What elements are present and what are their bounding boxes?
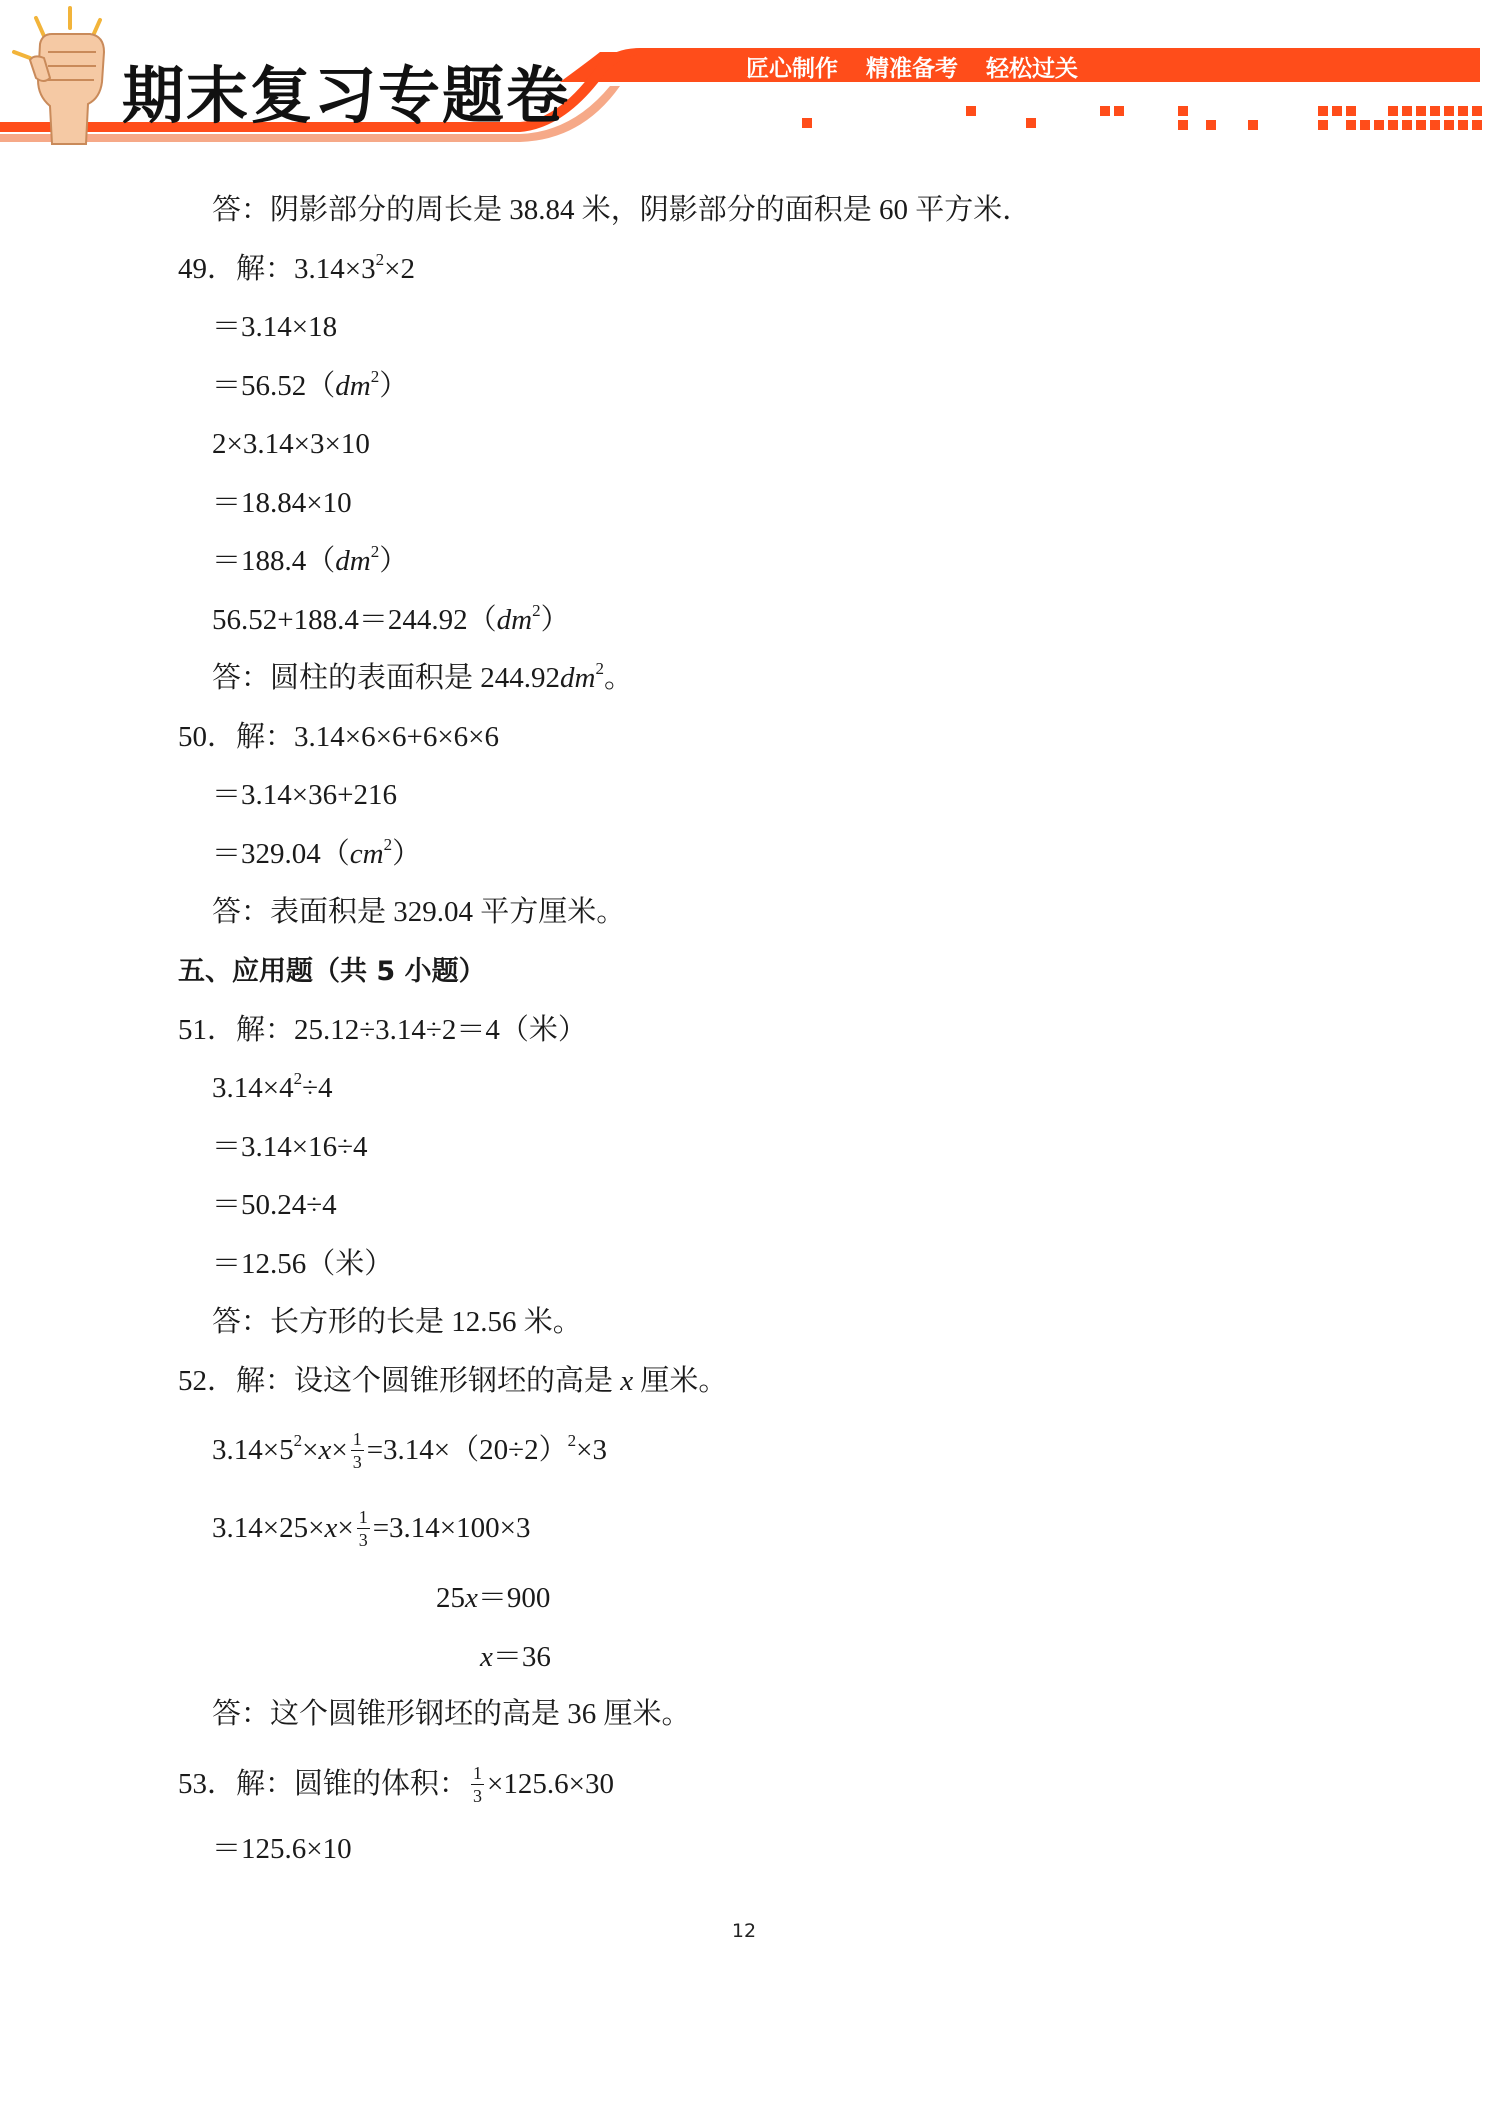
problem-52-line <box>178 1367 727 1396</box>
fraction-numerator: 1 <box>473 1763 483 1783</box>
text: × <box>302 1434 319 1467</box>
text: 52．解：设这个圆锥形钢坯的高是 <box>178 1365 621 1397</box>
text: × <box>337 1512 354 1545</box>
slogan-1: 匠心制作 <box>746 56 838 82</box>
text: ＝900 <box>477 1582 551 1614</box>
equation-line <box>212 1507 531 1551</box>
fraction-denominator: 3 <box>473 1786 483 1806</box>
text: ＝36 <box>492 1641 551 1673</box>
text: 答：阴影部分的周长是 38.84 米，阴影部分的面积是 60 平方米． <box>212 194 1032 226</box>
fraction-denominator: 3 <box>358 1530 368 1550</box>
problem-51-line <box>178 1016 587 1045</box>
calc-line <box>212 430 370 459</box>
text: =3.14×（20÷2） <box>366 1434 568 1467</box>
equation-line <box>436 1584 550 1613</box>
text: 51．解：25.12÷3.14÷2＝4（米） <box>178 1014 587 1046</box>
fraction-denominator: 3 <box>352 1452 362 1472</box>
page-header <box>0 0 1488 150</box>
unit: dm <box>496 604 533 636</box>
text: ＝3.14×18 <box>212 311 338 343</box>
fraction <box>357 1508 370 1549</box>
text: ×3 <box>576 1434 607 1467</box>
superscript: 2 <box>595 659 604 678</box>
unit: dm <box>560 662 596 694</box>
text: 56.52+188.4＝244.92（ <box>212 604 497 636</box>
text: × <box>331 1434 348 1467</box>
banner-decor-squares <box>802 106 1482 130</box>
variable: x <box>620 1365 634 1397</box>
text: ＝329.04（ <box>212 838 350 870</box>
text: ＝12.56（米） <box>212 1248 394 1280</box>
text: ） <box>379 545 409 577</box>
answer-line <box>212 1700 691 1729</box>
superscript: 2 <box>383 835 393 854</box>
calc-line <box>212 489 352 518</box>
calc-line <box>212 542 409 577</box>
fraction <box>471 1764 484 1805</box>
answer-line <box>212 1308 582 1337</box>
superscript: 2 <box>370 367 380 386</box>
text: ） <box>379 370 409 402</box>
text: ÷4 <box>302 1072 333 1104</box>
text: 2×3.14×3×10 <box>212 428 370 460</box>
text: 厘米。 <box>633 1365 728 1397</box>
page-number: 12 <box>731 1920 757 1942</box>
text: 3.14×5 <box>212 1434 294 1467</box>
fraction-numerator: 1 <box>352 1429 362 1449</box>
text: ＝18.84×10 <box>212 487 352 519</box>
calc-line <box>212 1250 393 1279</box>
banner-slogans <box>746 50 1078 83</box>
variable: x <box>465 1582 478 1614</box>
answer-line <box>212 659 633 694</box>
calc-line <box>212 835 422 870</box>
fraction <box>351 1430 364 1471</box>
text: 。 <box>603 662 633 694</box>
text: 49．解：3.14×3 <box>178 253 376 285</box>
fraction-numerator: 1 <box>358 1507 368 1527</box>
text: 25 <box>436 1582 465 1614</box>
unit: dm <box>335 545 371 577</box>
banner-title: 期末复习专题卷 <box>122 59 571 132</box>
problem-49-line <box>178 250 415 285</box>
text: 50．解：3.14×6×6+6×6×6 <box>178 721 500 753</box>
superscript: 2 <box>375 250 385 269</box>
text: ＝50.24÷4 <box>212 1189 337 1221</box>
answer-line <box>212 196 1031 225</box>
text: 答：长方形的长是 12.56 米。 <box>212 1306 582 1338</box>
calc-line <box>212 367 409 402</box>
text: 答：表面积是 329.04 平方厘米。 <box>212 896 626 928</box>
slogan-2: 精准备考 <box>866 56 958 82</box>
superscript: 2 <box>567 1431 577 1451</box>
calc-line <box>212 1191 337 1220</box>
text: ＝3.14×36+216 <box>212 779 397 811</box>
equation-line <box>480 1643 551 1672</box>
text: ×2 <box>384 253 415 285</box>
text: 53．解：圆锥的体积： <box>178 1768 469 1801</box>
calc-line <box>212 1069 333 1104</box>
text: ＝56.52（ <box>212 370 336 402</box>
text: ＝188.4（ <box>212 545 336 577</box>
superscript: 2 <box>293 1431 303 1451</box>
text: ＝125.6×10 <box>212 1833 352 1865</box>
text: ×125.6×30 <box>487 1768 614 1801</box>
text: =3.14×100×3 <box>372 1512 531 1545</box>
equation-line <box>212 1429 607 1473</box>
problem-50-line <box>178 723 499 752</box>
text: 3.14×25× <box>212 1512 325 1545</box>
answer-line <box>212 898 625 927</box>
calc-line <box>212 1835 352 1864</box>
slogan-3: 轻松过关 <box>986 56 1078 82</box>
unit: dm <box>335 370 371 402</box>
calc-line <box>212 781 397 810</box>
superscript: 2 <box>293 1069 303 1088</box>
variable: x <box>318 1434 332 1467</box>
text: ＝3.14×16÷4 <box>212 1131 368 1163</box>
superscript: 2 <box>532 601 541 620</box>
calc-line <box>212 313 337 342</box>
calc-line <box>212 601 570 636</box>
superscript: 2 <box>370 542 380 561</box>
text: 3.14×4 <box>212 1072 294 1104</box>
text: 答：这个圆锥形钢坯的高是 36 厘米。 <box>212 1698 691 1730</box>
problem-53-line <box>178 1763 614 1807</box>
calc-line <box>212 1133 368 1162</box>
text: 答：圆柱的表面积是 244.92 <box>212 662 561 694</box>
section-heading: 五、应用题（共 5 小题） <box>178 956 486 987</box>
variable: x <box>480 1641 493 1673</box>
variable: x <box>324 1512 338 1545</box>
text: ） <box>392 838 422 870</box>
unit: cm <box>349 838 384 870</box>
text: ） <box>540 604 570 636</box>
